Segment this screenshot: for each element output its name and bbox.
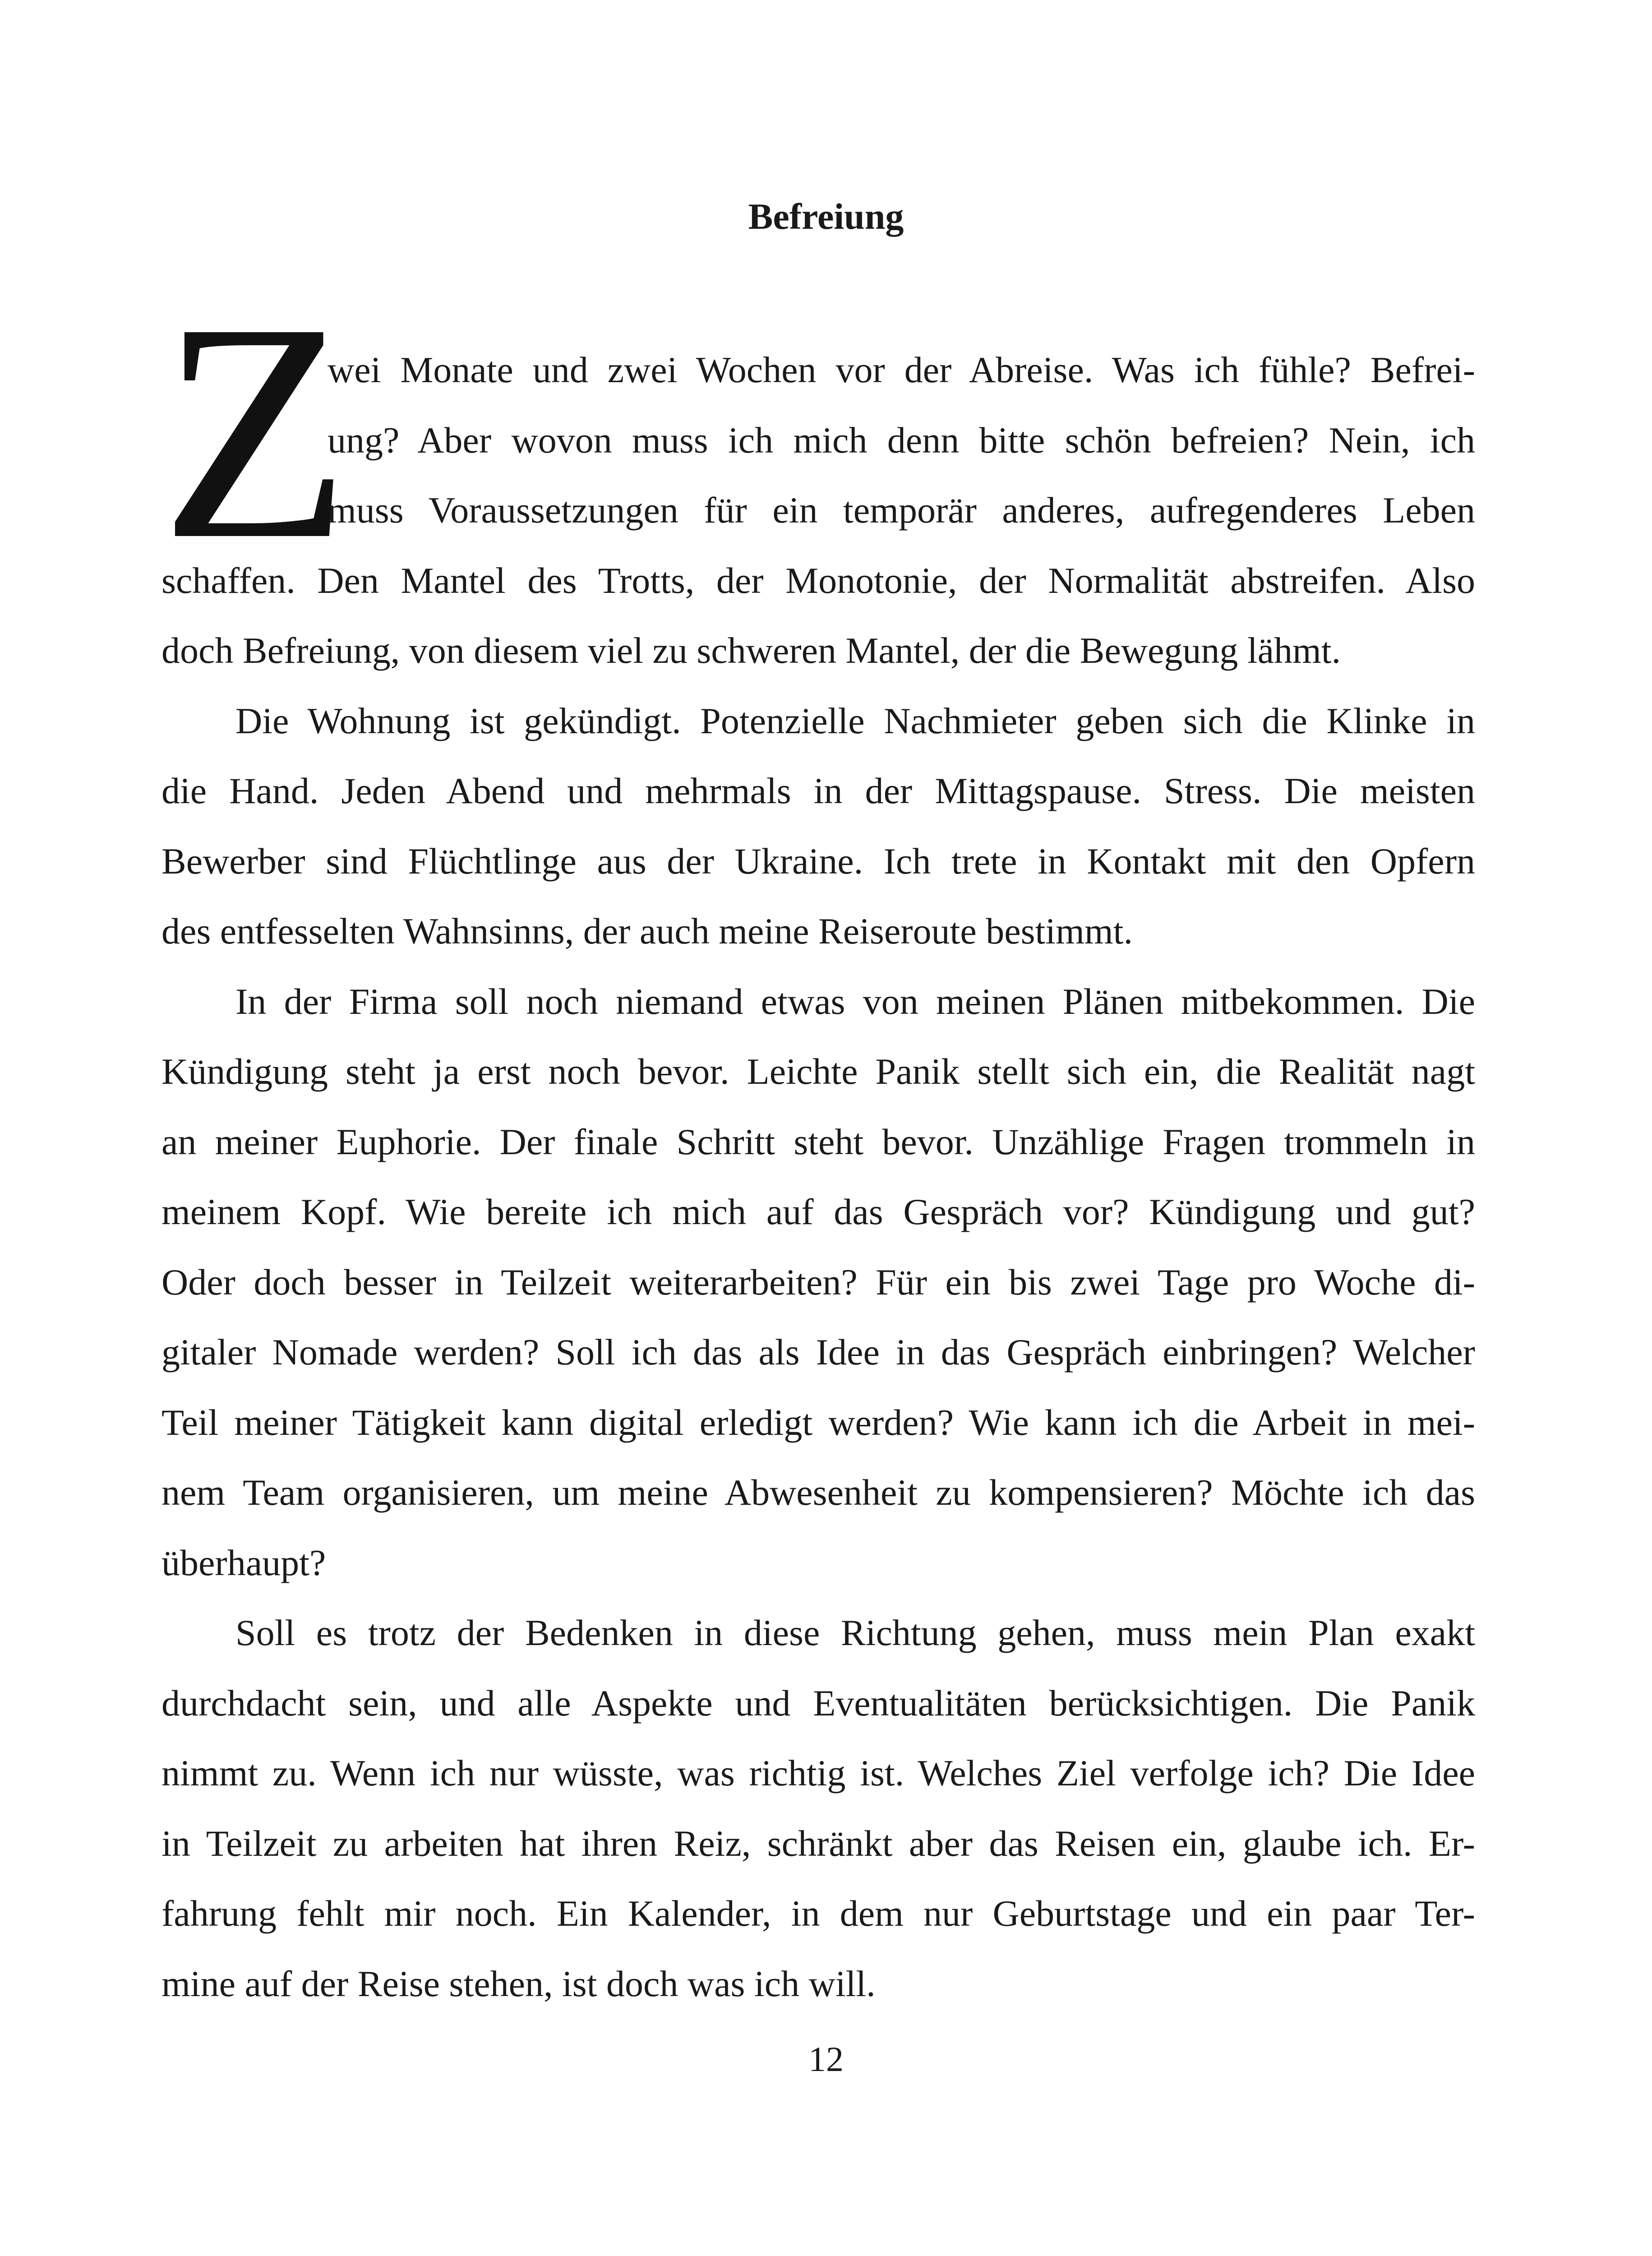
text-line: des entfesselten Wahnsinns, der auch meine Reiseroute bestimmt. bbox=[162, 911, 1133, 952]
text-line: überhaupt? bbox=[162, 1542, 326, 1583]
text-line: ung? Aber wovon muss ich mich denn bitte schön befreien? Nein, ich bbox=[328, 419, 1475, 461]
text-line: Oder doch besser in Teilzeit weiterarbeiten? Für ein bis zwei Tage pro Woche di- bbox=[162, 1261, 1475, 1303]
text-line: schaffen. Den Mantel des Trotts, der Monotonie, der Normalität abstreifen. Also bbox=[162, 559, 1475, 601]
text-line: in Teilzeit zu arbeiten hat ihren Reiz, schränkt aber das Reisen ein, glaube ich. Er- bbox=[162, 1822, 1475, 1864]
text-line: doch Befreiung, von diesem viel zu schweren Mantel, der die Bewegung lähmt. bbox=[162, 630, 1341, 671]
drop-cap-initial: Z bbox=[160, 259, 351, 604]
text-line: Die Wohnung ist gekündigt. Potenzielle Nachmieter geben sich die Klinke in bbox=[235, 700, 1475, 741]
text-line: durchdacht sein, und alle Aspekte und Eventualitäten berücksichtigen. Die Panik bbox=[162, 1682, 1475, 1724]
chapter-body bbox=[162, 335, 1475, 2019]
text-line: gitaler Nomade werden? Soll ich das als Idee in das Gespräch einbringen? Welcher bbox=[162, 1331, 1475, 1373]
text-line: Teil meiner Tätigkeit kann digital erledigt werden? Wie kann ich die Arbeit in mei- bbox=[162, 1401, 1475, 1443]
text-line: nimmt zu. Wenn ich nur wüsste, was richtig ist. Welches Ziel verfolge ich? Die Idee bbox=[162, 1752, 1475, 1794]
text-line: meinem Kopf. Wie bereite ich mich auf das Gespräch vor? Kündigung und gut? bbox=[162, 1191, 1475, 1232]
chapter-title: Befreiung bbox=[748, 196, 904, 237]
text-line: Kündigung steht ja erst noch bevor. Leichte Panik stellt sich ein, die Realität nagt bbox=[162, 1051, 1475, 1092]
text-line: die Hand. Jeden Abend und mehrmals in der Mittagspause. Stress. Die meisten bbox=[162, 770, 1475, 811]
paragraph-1 bbox=[162, 335, 1475, 686]
text-line: nem Team organisieren, um meine Abwesenheit zu kompensieren? Möchte ich das bbox=[162, 1472, 1475, 1513]
page-number: 12 bbox=[808, 2039, 844, 2079]
paragraph-4 bbox=[162, 1598, 1475, 2019]
text-line: In der Firma soll noch niemand etwas von meinen Plänen mitbekommen. Die bbox=[235, 980, 1475, 1022]
text-line: fahrung fehlt mir noch. Ein Kalender, in dem nur Geburtstage und ein paar Ter- bbox=[162, 1893, 1475, 1934]
text-line: Bewerber sind Flüchtlinge aus der Ukraine. Ich trete in Kontakt mit den Opfern bbox=[162, 840, 1475, 882]
paragraph-2 bbox=[162, 686, 1475, 966]
text-line: an meiner Euphorie. Der finale Schritt steht bevor. Unzählige Fragen trommeln in bbox=[162, 1121, 1475, 1162]
text-line: muss Voraussetzungen für ein temporär anderes, aufregenderes Leben bbox=[328, 490, 1475, 531]
text-line: Soll es trotz der Bedenken in diese Richtung gehen, muss mein Plan exakt bbox=[235, 1612, 1475, 1653]
text-line: mine auf der Reise stehen, ist doch was ich will. bbox=[162, 1963, 876, 2004]
paragraph-3 bbox=[162, 966, 1475, 1598]
text-line: wei Monate und zwei Wochen vor der Abreise. Was ich fühle? Befrei- bbox=[328, 349, 1475, 390]
